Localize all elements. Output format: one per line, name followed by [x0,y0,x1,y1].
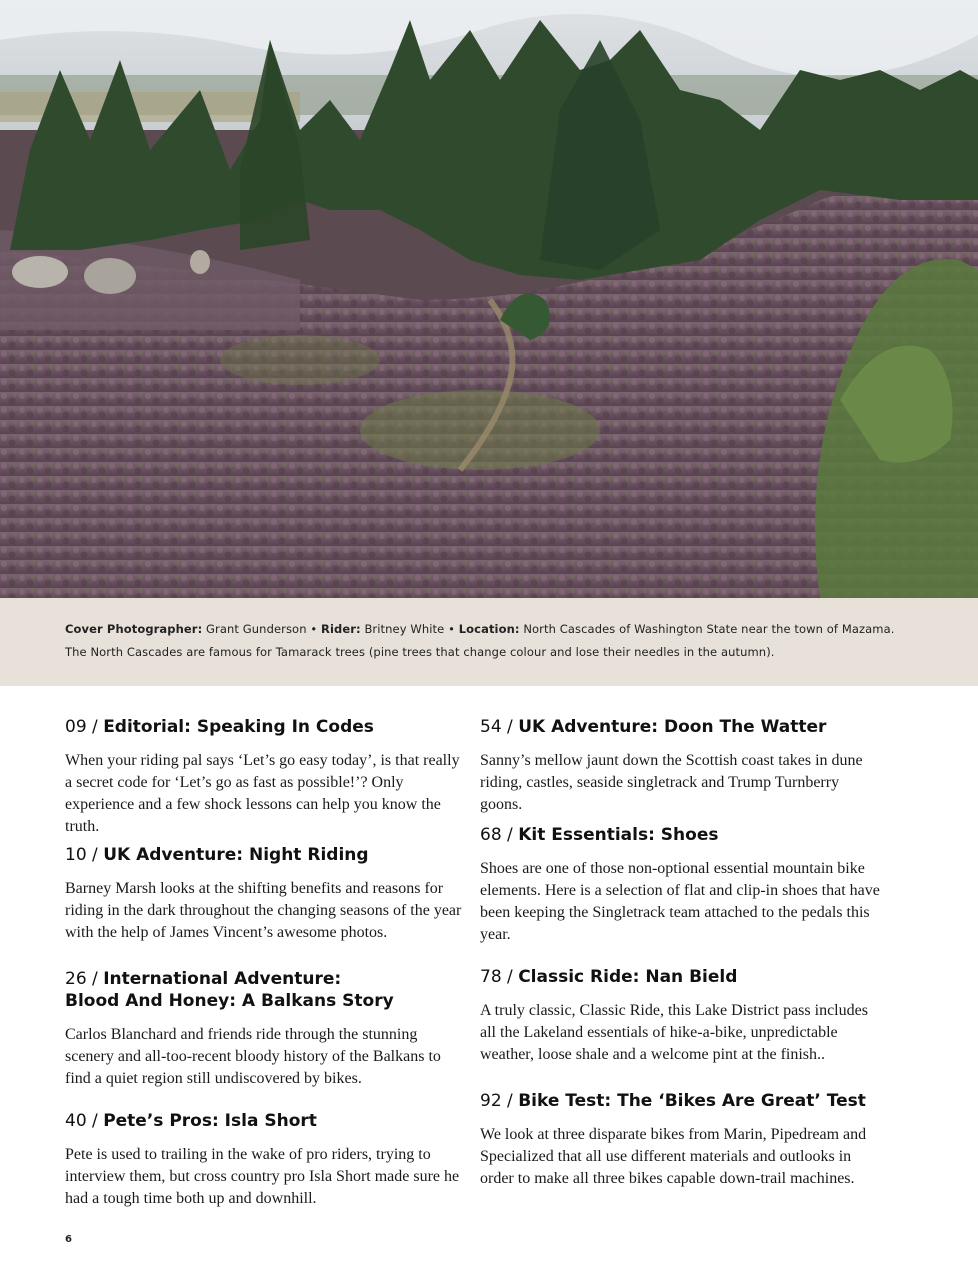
entry-title: UK Adventure: Night Riding [103,845,369,865]
entry-heading: 10 / UK Adventure: Night Riding [65,845,369,865]
entry-title: International Adventure: [103,969,342,989]
entry-heading: 78 / Classic Ride: Nan Bield [480,967,738,987]
credit-value-location: North Cascades of Washington State near the town of Mazama. [519,622,895,636]
entry-heading: 54 / UK Adventure: Doon The Watter [480,717,827,737]
contents-entry[interactable] [480,824,885,966]
entry-title: Pete’s Pros: Isla Short [103,1111,317,1131]
entry-page-number: 54 [480,717,502,737]
entry-title: Classic Ride: Nan Bield [518,967,738,987]
entry-summary: Pete is used to trailing in the wake of pro riders, trying to interview them, but cross country pro Isla Short made sure he had a tough time both up and downhill. [65,1146,460,1207]
entry-heading: 26 / International Adventure: Blood And Honey: A Balkans Story [65,969,394,1011]
contents-column-right [480,716,885,1190]
contents-entry[interactable] [65,844,465,968]
entry-title: UK Adventure: Doon The Watter [518,717,827,737]
entry-page-number: 26 [65,969,87,989]
entry-title-line2: Blood And Honey: A Balkans Story [65,991,394,1011]
contents-entry[interactable] [480,1090,885,1190]
credit-label-location: Location: [458,622,520,636]
credit-value-photographer: Grant Gunderson • [202,622,321,636]
entry-page-number: 10 [65,845,87,865]
entry-page-number: 92 [480,1091,502,1111]
entry-summary: We look at three disparate bikes from Marin, Pipedream and Specialized that all use different materials and outlooks in order to make all three bikes capable down-trail machines. [480,1126,867,1187]
contents-entry[interactable] [65,968,465,1110]
entry-title: Kit Essentials: Shoes [518,825,719,845]
caption-band [0,598,978,686]
entry-summary: Barney Marsh looks at the shifting benefits and reasons for riding in the dark throughout the changing seasons of the year with the help of James Vincent’s awesome photos. [65,880,462,941]
entry-page-number: 78 [480,967,502,987]
entry-page-number: 68 [480,825,502,845]
entry-heading: 09 / Editorial: Speaking In Codes [65,717,374,737]
entry-heading: 68 / Kit Essentials: Shoes [480,825,719,845]
entry-summary: A truly classic, Classic Ride, this Lake District pass includes all the Lakeland essentials of hike-a-bike, unpredictable weather, loose shale and a welcome pint at the finish.. [480,1002,868,1063]
entry-page-number: 09 [65,717,87,737]
entry-page-number: 40 [65,1111,87,1131]
entry-heading: 40 / Pete’s Pros: Isla Short [65,1111,317,1131]
contents-entry[interactable] [65,1110,465,1210]
credit-label-photographer: Cover Photographer: [65,622,203,636]
entry-summary: Shoes are one of those non-optional essential mountain bike elements. Here is a selection of flat and clip-in shoes that have been keeping the Singletrack team attached to the pedals this year. [480,860,880,943]
photo-caption-note: The North Cascades are famous for Tamarack trees (pine trees that change colour and lose their needles in the autumn). [65,645,775,659]
entry-summary: When your riding pal says ‘Let’s go easy today’, is that really a secret code for ‘Let’s go as fast as possible!’? Only experience and a few shock lessons can help you know the truth. [65,752,460,835]
credit-value-rider: Britney White • [360,622,459,636]
contents-entry[interactable] [65,716,465,844]
contents-entry[interactable] [480,716,885,824]
entry-summary: Sanny’s mellow jaunt down the Scottish coast takes in dune riding, castles, seaside singletrack and Trump Turnberry goons. [480,752,863,813]
contents-column-left [65,716,465,1210]
entry-heading: 92 / Bike Test: The ‘Bikes Are Great’ Test [480,1091,866,1111]
contents-entry[interactable] [480,966,885,1090]
cover-photo [0,0,978,598]
page-number: 6 [65,1234,72,1245]
entry-title: Editorial: Speaking In Codes [103,717,374,737]
entry-summary: Carlos Blanchard and friends ride through the stunning scenery and all-too-recent bloody history of the Balkans to find a quiet region still undiscovered by bikes. [65,1026,441,1087]
entry-title: Bike Test: The ‘Bikes Are Great’ Test [518,1091,866,1111]
photo-credits [65,622,895,636]
credit-label-rider: Rider: [320,622,361,636]
